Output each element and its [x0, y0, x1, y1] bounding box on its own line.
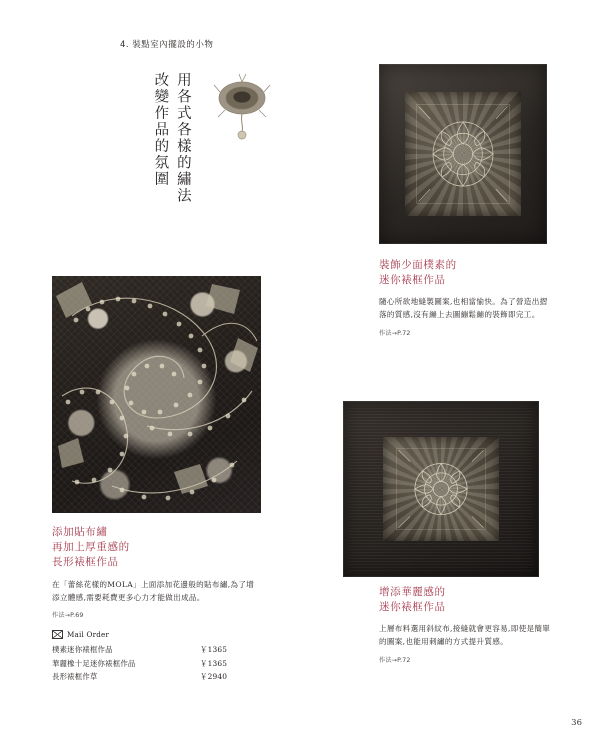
frame-ornate-artwork — [383, 437, 499, 541]
caption-frame-plain-title-1: 裝飾少面樸素的 — [379, 259, 457, 271]
frame-plain-artwork — [405, 92, 521, 216]
caption-frame-ornate-title-1: 增添華麗感的 — [379, 586, 446, 598]
caption-frame-ornate-body: 上層布料選用斜紋布,接縫就會更容易,即使是簡單的圖案,也能用刺繡的方式提升質感。 — [379, 624, 551, 647]
caption-frame-ornate-ref: 作法→P.72 — [379, 656, 411, 664]
caption-lace-title-1: 添加貼布繡 — [52, 526, 108, 538]
mail-order-mark-icon — [52, 630, 63, 639]
lace-closeup-pattern — [52, 276, 261, 513]
caption-frame-plain-body: 隨心所欲地縫製圖案,也相當愉快。為了營造出摺落的質感,沒有繃上去圖繃鬆繃的裝飾即完工。 — [379, 297, 548, 320]
page-title — [150, 72, 192, 204]
mail-order-item-price: ￥1365 — [200, 658, 228, 668]
page-title-line-1: 用各式各樣的繡法 — [174, 72, 191, 204]
page-number: 36 — [571, 718, 582, 728]
mail-order-row — [52, 643, 302, 657]
lace-pattern-plain — [405, 92, 521, 216]
caption-frame-plain — [379, 258, 555, 337]
mail-order-item-name: 華麗橡十足迷你裱框作品 — [52, 658, 136, 668]
mail-order-heading-label: Mail Order — [67, 630, 110, 639]
photo-frame-ornate — [343, 401, 539, 577]
mail-order-block — [52, 630, 302, 684]
caption-lace-closeup — [52, 525, 260, 619]
mail-order-heading — [52, 630, 302, 639]
caption-lace-title-3: 長形裱框作品 — [52, 556, 119, 569]
caption-frame-plain-title-2: 迷你裱框作品 — [379, 274, 446, 287]
mail-order-item-price: ￥2940 — [200, 672, 228, 682]
mail-order-row — [52, 670, 302, 684]
caption-lace-title-2: 再加上厚重感的 — [52, 541, 130, 554]
photo-frame-plain — [379, 64, 547, 244]
lace-brooch-motif-icon — [211, 72, 273, 142]
lace-pattern-ornate — [383, 437, 499, 541]
caption-lace-body: 在「蕾絲花樣的MOLA」上面添加花邊般的貼布繡,為了增添立體感,需要耗費更多心力才能做出成品。 — [52, 579, 255, 602]
mail-order-item-name: 長形裱框作草 — [52, 672, 98, 682]
running-head: 4. 裝點室內擺設的小物 — [120, 40, 214, 50]
mail-order-item-name: 樸素迷你裱框作品 — [52, 645, 113, 654]
caption-frame-plain-ref: 作法→P.72 — [379, 329, 411, 337]
caption-lace-ref: 作法→P.69 — [52, 611, 84, 619]
caption-frame-ornate — [379, 585, 555, 664]
mail-order-row — [52, 657, 302, 671]
caption-frame-ornate-title-2: 迷你裱框作品 — [379, 601, 446, 614]
mail-order-item-price: ￥1365 — [200, 645, 228, 654]
photo-lace-closeup — [52, 276, 261, 513]
page-title-line-2: 改變作品的氛圍 — [152, 72, 169, 188]
